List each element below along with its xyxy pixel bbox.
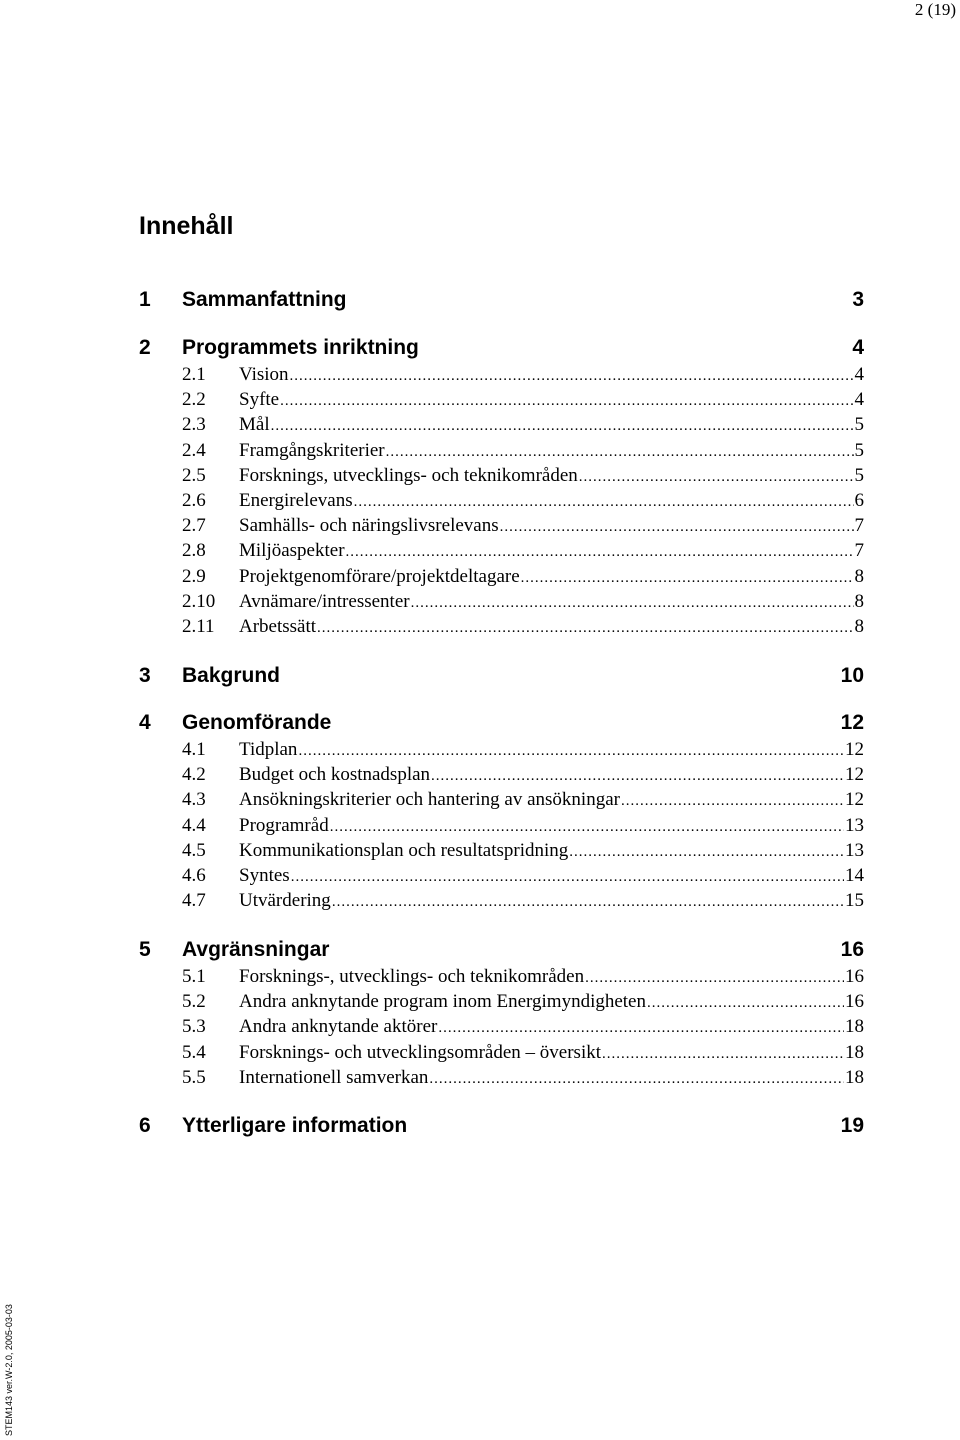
toc-number: 2.6 bbox=[182, 490, 206, 511]
toc-entry-2-3[interactable] bbox=[182, 414, 864, 440]
dot-leader bbox=[431, 768, 844, 785]
toc-title: Andra anknytande program inom Energimyndigheten bbox=[239, 991, 646, 1013]
dot-leader bbox=[602, 1046, 844, 1063]
dot-leader bbox=[290, 368, 854, 385]
toc-entry-5-4[interactable] bbox=[182, 1042, 864, 1068]
toc-number: 3 bbox=[139, 664, 151, 687]
toc-page-number: 15 bbox=[845, 890, 864, 912]
toc-title: Samhälls- och näringslivsrelevans bbox=[239, 515, 499, 537]
toc-number: 1 bbox=[139, 288, 151, 311]
toc-title: Sammanfattning bbox=[182, 288, 347, 311]
toc-number: 2.4 bbox=[182, 439, 206, 461]
toc-title: Avnämare/intressenter bbox=[239, 590, 410, 612]
toc-entry-4-3[interactable] bbox=[182, 789, 864, 815]
toc-heading: Innehåll bbox=[139, 212, 234, 240]
toc-number: 2.8 bbox=[182, 540, 206, 562]
toc-entry-5-3[interactable] bbox=[182, 1016, 864, 1042]
toc-page-number: 4 bbox=[854, 364, 864, 385]
toc-entry-4-6[interactable] bbox=[182, 865, 864, 891]
toc-entry-2-2[interactable] bbox=[182, 389, 864, 415]
toc-entry-2-11[interactable] bbox=[182, 616, 864, 642]
toc-entry-2-4[interactable] bbox=[182, 440, 864, 466]
toc-page-number: 13 bbox=[845, 839, 864, 861]
toc-page-number: 3 bbox=[852, 288, 864, 311]
toc-title: Internationell samverkan bbox=[239, 1066, 429, 1088]
toc-title: Programråd bbox=[239, 814, 329, 836]
toc-chapter-4[interactable] bbox=[139, 711, 864, 741]
toc-chapter-1[interactable] bbox=[139, 288, 864, 318]
toc-number: 2.7 bbox=[182, 515, 206, 537]
dot-leader bbox=[386, 444, 854, 461]
toc-title: Ytterligare information bbox=[182, 1114, 408, 1137]
dot-leader bbox=[569, 844, 844, 861]
toc-number: 2.2 bbox=[182, 389, 206, 411]
toc-number: 5.4 bbox=[182, 1041, 206, 1063]
toc-page-number: 5 bbox=[854, 439, 864, 461]
toc-number: 4.2 bbox=[182, 764, 206, 786]
toc-number: 4.3 bbox=[182, 789, 206, 811]
dot-leader bbox=[330, 819, 844, 836]
toc-page-number: 18 bbox=[845, 1041, 864, 1063]
toc-page-number: 12 bbox=[840, 711, 864, 734]
toc-entry-4-1[interactable] bbox=[182, 739, 864, 765]
toc-page-number: 16 bbox=[845, 991, 864, 1013]
toc-title: Avgränsningar bbox=[182, 938, 330, 961]
toc-entry-4-7[interactable] bbox=[182, 890, 864, 916]
page-number: 2 (19) bbox=[914, 0, 956, 19]
toc-page-number: 16 bbox=[840, 938, 864, 961]
toc-title: Bakgrund bbox=[182, 664, 281, 687]
toc-entry-5-5[interactable] bbox=[182, 1067, 864, 1093]
toc-number: 2.5 bbox=[182, 464, 206, 486]
toc-page-number: 7 bbox=[854, 540, 864, 562]
toc-title: Genomförande bbox=[182, 711, 332, 734]
dot-leader bbox=[317, 620, 853, 637]
dot-leader bbox=[579, 469, 854, 486]
toc-title: Energirelevans bbox=[239, 490, 353, 511]
toc-entry-5-2[interactable] bbox=[182, 991, 864, 1017]
toc-number: 5.1 bbox=[182, 966, 206, 987]
toc-title: Ansökningskriterier och hantering av ansökningar bbox=[239, 789, 620, 811]
toc-title: Miljöaspekter bbox=[239, 540, 345, 562]
toc-page-number: 8 bbox=[854, 616, 864, 637]
toc-title: Syntes bbox=[239, 865, 290, 886]
toc-chapter-2[interactable] bbox=[139, 336, 864, 366]
toc-page-number: 5 bbox=[854, 464, 864, 486]
toc-page-number: 8 bbox=[854, 590, 864, 612]
dot-leader bbox=[429, 1071, 844, 1088]
toc-title: Andra anknytande aktörer bbox=[239, 1016, 438, 1038]
toc-entry-2-7[interactable] bbox=[182, 515, 864, 541]
dot-leader bbox=[280, 393, 853, 410]
toc-title: Arbetssätt bbox=[239, 616, 317, 637]
toc-number: 2.11 bbox=[182, 616, 215, 637]
dot-leader bbox=[500, 519, 854, 536]
toc-number: 2.3 bbox=[182, 414, 206, 436]
toc-title: Budget och kostnadsplan bbox=[239, 764, 431, 786]
dot-leader bbox=[291, 869, 844, 886]
toc-number: 4.4 bbox=[182, 814, 206, 836]
toc-entry-4-4[interactable] bbox=[182, 815, 864, 841]
toc-title: Forsknings- och utvecklingsområden – översikt bbox=[239, 1041, 602, 1063]
toc-number: 4.7 bbox=[182, 890, 206, 912]
toc-page-number: 12 bbox=[845, 789, 864, 811]
toc-number: 2.9 bbox=[182, 565, 206, 587]
toc-number: 2.1 bbox=[182, 364, 206, 385]
dot-leader bbox=[647, 995, 844, 1012]
toc-entry-2-6[interactable] bbox=[182, 490, 864, 516]
toc-page-number: 5 bbox=[854, 414, 864, 436]
toc-page-number: 18 bbox=[845, 1016, 864, 1038]
dot-leader bbox=[298, 743, 844, 760]
toc-entry-2-1[interactable] bbox=[182, 364, 864, 390]
toc-entry-4-2[interactable] bbox=[182, 764, 864, 790]
toc-page-number: 14 bbox=[845, 865, 864, 886]
toc-page-number: 10 bbox=[840, 664, 864, 687]
toc-number: 5.3 bbox=[182, 1016, 206, 1038]
toc-page-number: 4 bbox=[852, 336, 864, 359]
toc-title: Tidplan bbox=[239, 739, 298, 760]
dot-leader bbox=[332, 894, 844, 911]
toc-title: Programmets inriktning bbox=[182, 336, 419, 359]
toc-title: Mål bbox=[239, 414, 270, 436]
toc-number: 6 bbox=[139, 1114, 151, 1137]
toc-chapter-6[interactable] bbox=[139, 1114, 864, 1144]
dot-leader bbox=[411, 595, 854, 612]
toc-entry-5-1[interactable] bbox=[182, 966, 864, 992]
dot-leader bbox=[438, 1020, 844, 1037]
dot-leader bbox=[354, 494, 854, 511]
toc-title: Forsknings-, utvecklings- och teknikområden bbox=[239, 966, 585, 987]
toc-title: Syfte bbox=[239, 389, 280, 411]
toc-page-number: 8 bbox=[854, 565, 864, 587]
toc-page-number: 7 bbox=[854, 515, 864, 537]
dot-leader bbox=[271, 418, 854, 435]
toc-title: Forsknings, utvecklings- och teknikområden bbox=[239, 464, 578, 486]
toc-number: 4 bbox=[139, 711, 151, 734]
toc-page-number: 19 bbox=[840, 1114, 864, 1137]
toc-entry-4-5[interactable] bbox=[182, 840, 864, 866]
toc-number: 5.5 bbox=[182, 1066, 206, 1088]
toc-page-number: 6 bbox=[854, 490, 864, 511]
toc-title: Vision bbox=[239, 364, 289, 385]
toc-title: Framgångskriterier bbox=[239, 439, 385, 461]
dot-leader bbox=[346, 544, 854, 561]
toc-entry-2-5[interactable] bbox=[182, 465, 864, 491]
toc-page-number: 4 bbox=[854, 389, 864, 411]
toc-number: 5 bbox=[139, 938, 151, 961]
dot-leader bbox=[585, 970, 844, 987]
toc-number: 5.2 bbox=[182, 991, 206, 1013]
dot-leader bbox=[621, 793, 844, 810]
toc-page-number: 13 bbox=[845, 814, 864, 836]
toc-number: 2.10 bbox=[182, 590, 216, 612]
toc-page-number: 12 bbox=[845, 764, 864, 786]
toc-chapter-5[interactable] bbox=[139, 938, 864, 968]
toc-number: 4.5 bbox=[182, 839, 206, 861]
toc-title: Projektgenomförare/projektdeltagare bbox=[239, 565, 520, 587]
toc-page-number: 12 bbox=[845, 739, 864, 760]
toc-page-number: 18 bbox=[845, 1066, 864, 1088]
toc-title: Utvärdering bbox=[239, 890, 331, 912]
dot-leader bbox=[521, 570, 854, 587]
toc-number: 2 bbox=[139, 336, 151, 359]
toc-number: 4.6 bbox=[182, 865, 206, 886]
document-version-code: STEM143 ver.W-2.0, 2005-03-03 bbox=[4, 1304, 14, 1436]
toc-entry-2-8[interactable] bbox=[182, 540, 864, 566]
toc-number: 4.1 bbox=[182, 739, 206, 760]
toc-entry-2-9[interactable] bbox=[182, 566, 864, 592]
toc-entry-2-10[interactable] bbox=[182, 591, 864, 617]
toc-title: Kommunikationsplan och resultatspridning bbox=[239, 839, 569, 861]
toc-chapter-3[interactable] bbox=[139, 664, 864, 694]
toc-page-number: 16 bbox=[845, 966, 864, 987]
